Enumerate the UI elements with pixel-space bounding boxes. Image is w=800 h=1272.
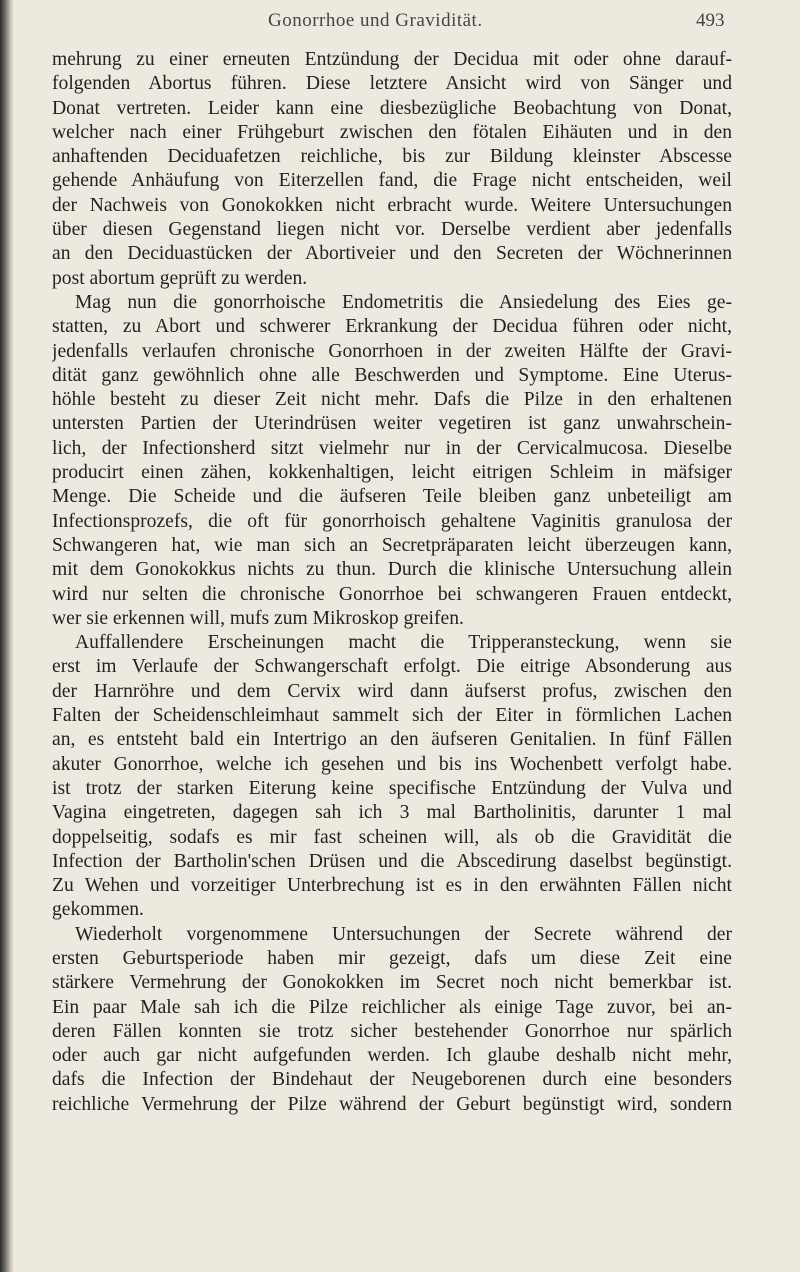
text-line: dität ganz gewöhnlich ohne alle Beschwerden und Symptome. Eine Uterus- [52, 364, 732, 386]
text-line: wer sie erkennen will, mufs zum Mikroskop greifen. [52, 607, 464, 629]
text-line: an, es entsteht bald ein Intertrigo an den äufseren Genitalien. In fünf Fällen [52, 729, 732, 751]
text-line: Ein paar Male sah ich die Pilze reichlicher als einige Tage zuvor, bei an- [52, 996, 732, 1018]
text-line: jedenfalls verlaufen chronische Gonorrhoen in der zweiten Hälfte der Gravi- [52, 340, 732, 362]
text-line: Auffallendere Erscheinungen macht die Tripperansteckung, wenn sie [75, 632, 732, 654]
text-line: dafs die Infection der Bindehaut der Neugeborenen durch eine besonders [52, 1069, 732, 1091]
text-line: producirt einen zähen, kokkenhaltigen, leicht eitrigen Schleim in mäfsiger [52, 462, 732, 484]
text-line: Donat vertreten. Leider kann eine diesbezügliche Beobachtung von Donat, [52, 97, 732, 119]
text-line: Schwangeren hat, wie man sich an Secretpräparaten leicht überzeugen kann, [52, 534, 732, 556]
text-line: der Nachweis von Gonokokken nicht erbracht wurde. Weitere Untersuchungen [52, 194, 732, 216]
text-line: stärkere Vermehrung der Gonokokken im Secret noch nicht bemerkbar ist. [52, 972, 732, 994]
text-line: akuter Gonorrhoe, welche ich gesehen und bis ins Wochenbett verfolgt habe. [52, 753, 732, 775]
text-line: Menge. Die Scheide und die äufseren Teile bleiben ganz unbeteiligt am [52, 486, 732, 508]
text-line: ist trotz der starken Eiterung keine specifische Entzündung der Vulva und [52, 777, 732, 799]
text-line: gekommen. [52, 899, 144, 921]
text-line: wird nur selten die chronische Gonorrhoe bei schwangeren Frauen entdeckt, [52, 583, 732, 605]
text-line: lich, der Infectionsherd sitzt vielmehr nur in der Cervicalmucosa. Dieselbe [52, 437, 732, 459]
text-line: post abortum geprüft zu werden. [52, 267, 308, 289]
text-line: Wiederholt vorgenommene Untersuchungen der Secrete während der [75, 923, 732, 945]
text-line: über diesen Gegenstand liegen nicht vor. Derselbe verdient aber jedenfalls [52, 219, 732, 241]
text-line: doppelseitig, sodafs es mir fast scheinen will, als ob die Gravidität die [52, 826, 732, 848]
text-line: Zu Wehen und vorzeitiger Unterbrechung ist es in den erwähnten Fällen nicht [52, 875, 732, 897]
text-line: statten, zu Abort und schwerer Erkrankung der Decidua führen oder nicht, [52, 316, 732, 338]
body-text [52, 48, 732, 1117]
text-line: oder auch gar nicht aufgefunden werden. Ich glaube deshalb nicht mehr, [52, 1045, 732, 1067]
text-line: erst im Verlaufe der Schwangerschaft erfolgt. Die eitrige Absonderung aus [52, 656, 732, 678]
text-line: deren Fällen konnten sie trotz sicher bestehender Gonorrhoe nur spärlich [52, 1020, 732, 1042]
text-line: folgenden Abortus führen. Diese letztere Ansicht wird von Sänger und [52, 73, 732, 95]
text-line: reichliche Vermehrung der Pilze während der Geburt begünstigt wird, sondern [52, 1093, 732, 1115]
text-line: Infection der Bartholin'schen Drüsen und die Abscedirung daselbst begünstigt. [52, 850, 732, 872]
page-header [0, 4, 800, 36]
text-line: Falten der Scheidenschleimhaut sammelt sich der Eiter in förmlichen Lachen [52, 705, 732, 727]
text-line: Vagina eingetreten, dagegen sah ich 3 mal Bartholinitis, darunter 1 mal [52, 802, 732, 824]
page-number: 493 [696, 10, 725, 31]
running-title: Gonorrhoe und Gravidität. [268, 10, 483, 31]
text-line: höhle besteht zu dieser Zeit nicht mehr. Dafs die Pilze in den erhaltenen [52, 389, 732, 411]
text-line: mehrung zu einer erneuten Entzündung der Decidua mit oder ohne darauf- [52, 49, 732, 70]
text-line: welcher nach einer Frühgeburt zwischen den fötalen Eihäuten und in den [52, 121, 732, 143]
text-line: an den Deciduastücken der Abortiveier und den Secreten der Wöchnerinnen [52, 243, 732, 265]
text-line: gehende Anhäufung von Eiterzellen fand, die Frage nicht entscheiden, weil [52, 170, 732, 192]
text-line: ersten Geburtsperiode haben mir gezeigt, dafs um diese Zeit eine [52, 947, 732, 969]
text-line: Infectionsprozefs, die oft für gonorrhoisch gehaltene Vaginitis granulosa der [52, 510, 732, 532]
text-line: Mag nun die gonorrhoische Endometritis die Ansiedelung des Eies ge- [75, 291, 732, 313]
page-binding-edge [0, 0, 14, 1272]
text-line: der Harnröhre und dem Cervix wird dann äufserst profus, zwischen den [52, 680, 732, 702]
text-line: mit dem Gonokokkus nichts zu thun. Durch die klinische Untersuchung allein [52, 559, 732, 581]
text-line: untersten Partien der Uterindrüsen weiter vegetiren ist ganz unwahrschein- [52, 413, 732, 435]
text-line: anhaftenden Deciduafetzen reichliche, bis zur Bildung kleinster Abscesse [52, 146, 732, 168]
